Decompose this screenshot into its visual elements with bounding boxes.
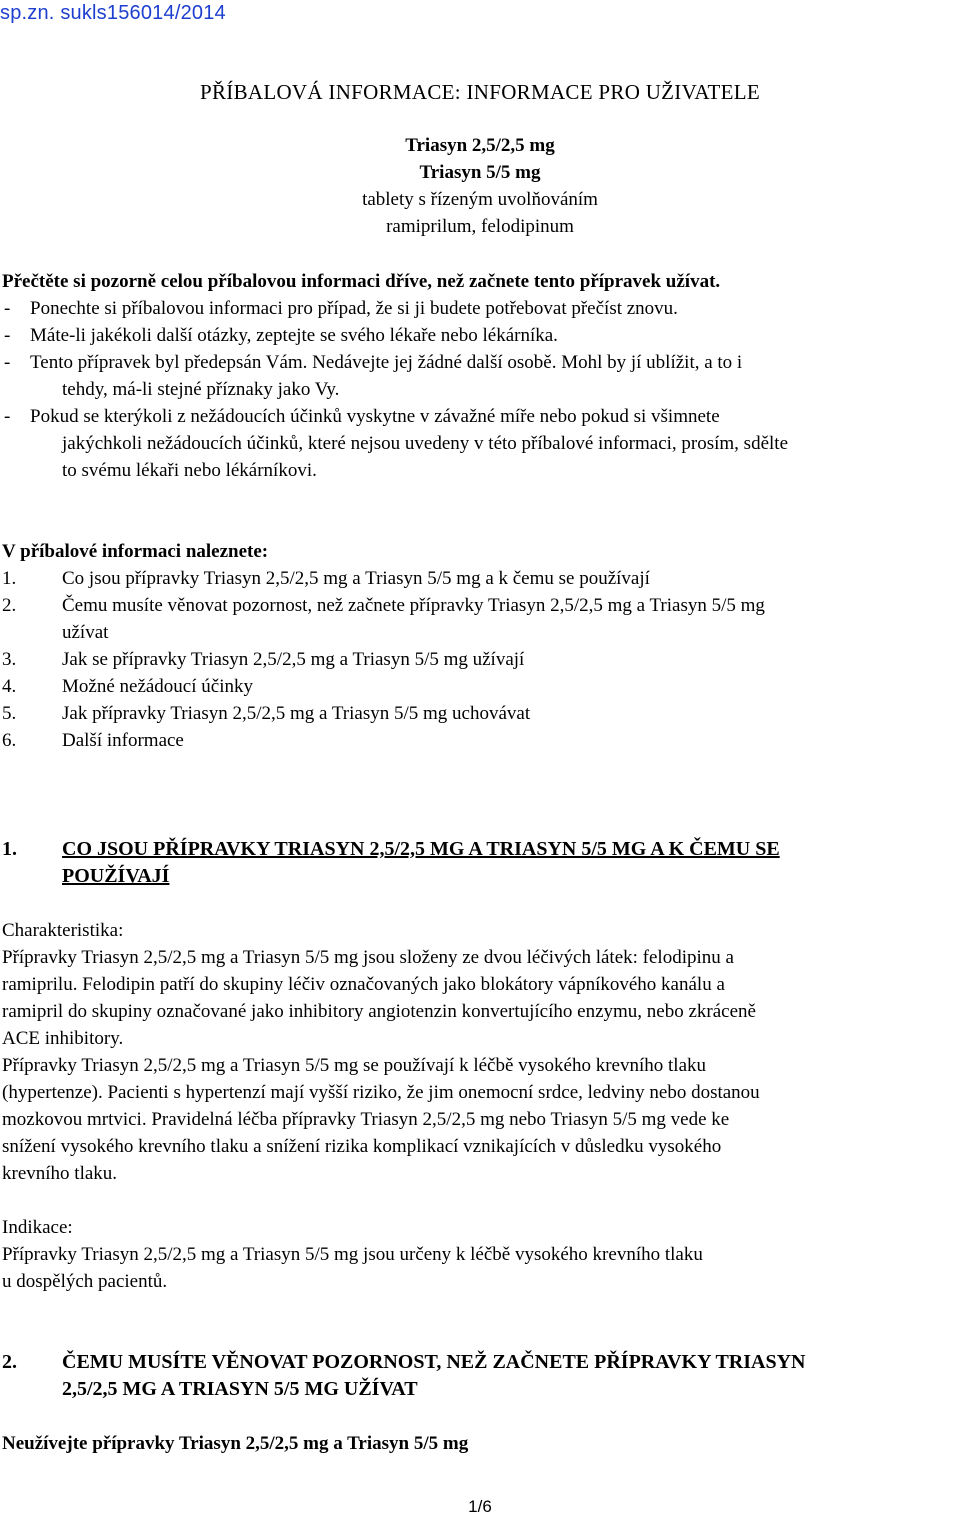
toc-number: 1. — [2, 568, 17, 589]
section-2-title-continuation: 2,5/2,5 MG A TRIASYN 5/5 MG UŽÍVAT — [62, 1378, 418, 1400]
toc-heading: V příbalové informaci naleznete: — [2, 541, 269, 562]
toc-item: Jak se přípravky Triasyn 2,5/2,5 mg a Triasyn 5/5 mg užívají — [62, 649, 525, 670]
toc-number: 5. — [2, 703, 17, 724]
section-2-title: ČEMU MUSÍTE VĚNOVAT POZORNOST, NEŽ ZAČNETE PŘÍPRAVKY TRIASYN — [62, 1351, 806, 1373]
toc-item: Jak přípravky Triasyn 2,5/2,5 mg a Triasyn 5/5 mg uchovávat — [62, 703, 531, 724]
toc-item: Co jsou přípravky Triasyn 2,5/2,5 mg a Triasyn 5/5 mg a k čemu se používají — [62, 568, 650, 589]
toc-item: Možné nežádoucí účinky — [62, 676, 253, 697]
document-title: PŘÍBALOVÁ INFORMACE: INFORMACE PRO UŽIVATELE — [199, 80, 761, 104]
toc-number: 6. — [2, 730, 17, 751]
paragraph-line: snížení vysokého krevního tlaku a snížení rizika komplikací vznikajících v důsledku vysokého — [2, 1136, 722, 1157]
product-name-2: Triasyn 5/5 mg — [419, 162, 541, 183]
dosage-form: tablety s řízeným uvolňováním — [362, 189, 598, 210]
active-substances: ramiprilum, felodipinum — [386, 216, 574, 237]
section-1-title-continuation: POUŽÍVAJÍ — [62, 865, 170, 887]
section-2-number: 2. — [2, 1351, 17, 1373]
product-name-1: Triasyn 2,5/2,5 mg — [405, 135, 555, 156]
toc-number: 3. — [2, 649, 17, 670]
intro-heading: Přečtěte si pozorně celou příbalovou informaci dříve, než začnete tento přípravek užívat. — [2, 271, 721, 292]
paragraph-line: (hypertenze). Pacienti s hypertenzí mají vyšší riziko, že jim onemocní srdce, ledviny nebo dostanou — [2, 1082, 760, 1103]
section-2-subheading: Neužívejte přípravky Triasyn 2,5/2,5 mg a Triasyn 5/5 mg — [2, 1433, 469, 1454]
paragraph-line: mozkovou mrtvici. Pravidelná léčba přípravky Triasyn 2,5/2,5 mg nebo Triasyn 5/5 mg vede ke — [2, 1109, 730, 1130]
paragraph-line: u dospělých pacientů. — [2, 1271, 168, 1292]
list-item-continuation: jakýchkoli nežádoucích účinků, které nejsou uvedeny v této příbalové informaci, prosím, sdělte — [62, 433, 788, 454]
toc-number: 4. — [2, 676, 17, 697]
toc-number: 2. — [2, 595, 17, 616]
toc-item-continuation: užívat — [62, 622, 109, 643]
reference-number: sp.zn. sukls156014/2014 — [0, 2, 226, 24]
bullet-dash: - — [4, 325, 11, 346]
paragraph-line: krevního tlaku. — [2, 1163, 118, 1184]
list-item-continuation: tehdy, má-li stejné příznaky jako Vy. — [62, 379, 340, 400]
bullet-dash: - — [4, 406, 11, 427]
indications-label: Indikace: — [2, 1217, 73, 1238]
paragraph-line: ramipril do skupiny označované jako inhibitory angiotenzin konvertujícího enzymu, nebo zkráceně — [2, 1001, 756, 1022]
paragraph-line: Přípravky Triasyn 2,5/2,5 mg a Triasyn 5/5 mg jsou určeny k léčbě vysokého krevního tlaku — [2, 1244, 703, 1265]
page-number: 1/6 — [468, 1497, 492, 1516]
toc-item: Další informace — [62, 730, 184, 751]
paragraph-line: Přípravky Triasyn 2,5/2,5 mg a Triasyn 5/5 mg jsou složeny ze dvou léčivých látek: felodipinu a — [2, 947, 734, 968]
document-page: sp.zn. sukls156014/2014 PŘÍBALOVÁ INFORMACE: INFORMACE PRO UŽIVATELE Triasyn 2,5/2,5 mg Triasyn 5/5 mg tablety s řízeným uvolňováním ramiprilum, felodipinum Přečtěte si pozorně celou příbalovou informaci dříve, než začnete tento přípravek užívat. - Ponechte si příbalovou informaci pro případ, že si ji budete potřebovat přečíst znovu. - Máte-li jakékoli další otázky, zeptejte se svého lékaře nebo lékárníka. - Tento přípravek byl předepsán Vám. Nedávejte jej žádné další osobě. Mohl by jí ublížit, a to i tehdy, má-li stejné příznaky jako Vy. - Pokud se kterýkoli z nežádoucích účinků vyskytne v závažné míře nebo pokud si všimnete jakýchkoli nežádoucích účinků, které nejsou uvedeny v této příbalové informaci, prosím, sdělte to svému lékaři nebo lékárníkovi. V příbalové informaci naleznete: 1. Co jsou přípravky Triasyn 2,5/2,5 mg a Triasyn 5/5 mg a k čemu se používají 2. Čemu musíte věnovat pozornost, než začnete přípravky Triasyn 2,5/2,5 mg a Triasyn 5/5 mg užívat 3. Jak se přípravky Triasyn 2,5/2,5 mg a Triasyn 5/5 mg užívají 4. Možné nežádoucí účinky 5. Jak přípravky Triasyn 2,5/2,5 mg a Triasyn 5/5 mg uchovávat 6. Další informace 1. CO JSOU PŘÍPRAVKY TRIASYN 2,5/2,5 MG A TRIASYN 5/5 MG A K ČEMU SE POUŽÍVAJÍ Charakteristika: Přípravky Triasyn 2,5/2,5 mg a Triasyn 5/5 mg jsou složeny ze dvou léčivých látek: felodipinu a ramiprilu. Felodipin patří do skupiny léčiv označovaných jako blokátory vápníkového kanálu a ramipril do skupiny označované jako inhibitory angiotenzin konvertujícího enzymu, nebo zkráceně ACE inhibitory. Přípravky Triasyn 2,5/2,5 mg a Triasyn 5/5 mg se používají k léčbě vysokého krevního tlaku (hypertenze). Pacienti s hypertenzí mají vyšší riziko, že jim onemocní srdce, ledviny nebo dostanou mozkovou mrtvici. Pravidelná léčba přípravky Triasyn 2,5/2,5 mg nebo Triasyn 5/5 mg vede ke snížení vysokého krevního tlaku a snížení rizika komplikací vznikajících v důsledku vysokého krevního tlaku. Indikace: Přípravky Triasyn 2,5/2,5 mg a Triasyn 5/5 mg jsou určeny k léčbě vysokého krevního tlaku u dospělých pacientů. 2. ČEMU MUSÍTE VĚNOVAT POZORNOST, NEŽ ZAČNETE PŘÍPRAVKY TRIASYN 2,5/2,5 MG A TRIASYN 5/5 MG UŽÍVAT Neužívejte přípravky Triasyn 2,5/2,5 mg a Triasyn 5/5 mg 1/6 — [0, 0, 960, 1522]
toc-item: Čemu musíte věnovat pozornost, než začnete přípravky Triasyn 2,5/2,5 mg a Triasyn 5/5 mg — [62, 595, 765, 616]
characteristics-label: Charakteristika: — [2, 920, 124, 941]
section-1-title: CO JSOU PŘÍPRAVKY TRIASYN 2,5/2,5 MG A TRIASYN 5/5 MG A K ČEMU SE — [62, 838, 780, 860]
paragraph-line: ramiprilu. Felodipin patří do skupiny léčiv označovaných jako blokátory vápníkového kanálu a — [2, 974, 725, 995]
paragraph-line: ACE inhibitory. — [2, 1028, 124, 1049]
bullet-dash: - — [4, 352, 11, 373]
list-item-continuation: to svému lékaři nebo lékárníkovi. — [62, 460, 317, 481]
paragraph-line: Přípravky Triasyn 2,5/2,5 mg a Triasyn 5/5 mg se používají k léčbě vysokého krevního tlaku — [2, 1055, 707, 1076]
bullet-dash: - — [4, 298, 11, 319]
section-1-number: 1. — [2, 838, 17, 860]
